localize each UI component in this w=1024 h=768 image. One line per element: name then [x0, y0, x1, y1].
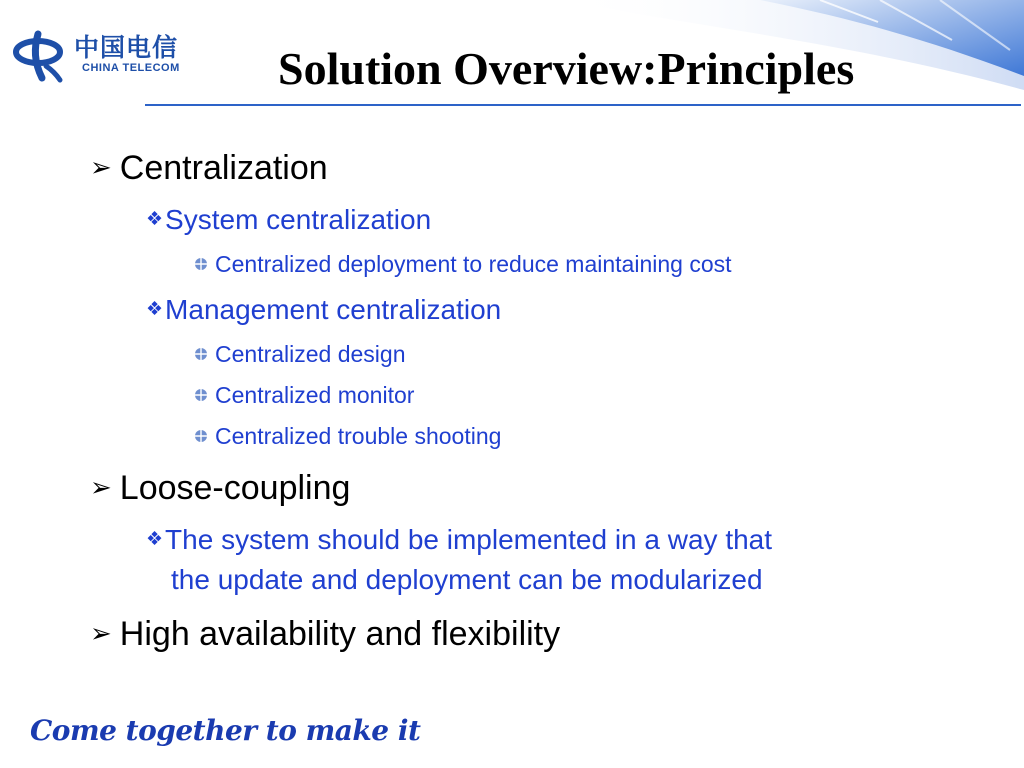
bullet-text: System centralization [165, 204, 432, 235]
footer-tagline: Come together to make it [30, 714, 421, 747]
bullet-text: Centralized monitor [215, 382, 415, 408]
bullet-text: Centralized deployment to reduce maintaining cost [215, 251, 732, 277]
bullet-text: Management centralization [165, 294, 502, 325]
bullet-level3 [194, 250, 732, 278]
logo-english-text: CHINA TELECOM [82, 62, 180, 74]
diamond-bullet-icon: ❖ [146, 209, 164, 230]
bullet-continuation [171, 560, 763, 600]
bullet-text: Centralized trouble shooting [215, 423, 502, 449]
sphere-bullet-icon [194, 429, 208, 443]
logo-chinese-text: 中国电信 [74, 33, 179, 62]
bullet-level1 [90, 468, 350, 507]
bullet-text: Centralization [119, 149, 328, 187]
sphere-bullet-icon [194, 257, 208, 271]
bullet-text: Loose-coupling [119, 469, 351, 507]
arrow-bullet-icon: ➢ [90, 472, 112, 502]
arrow-bullet-icon: ➢ [90, 152, 112, 182]
bullet-level1 [90, 148, 328, 187]
bullet-text: The system should be implemented in a way that [165, 524, 773, 555]
bullet-level2 [146, 290, 501, 330]
bullet-level2 [146, 520, 772, 560]
bullet-level3 [194, 381, 414, 409]
bullet-level2 [146, 200, 431, 240]
sphere-bullet-icon [194, 388, 208, 402]
bullet-level3 [194, 340, 406, 368]
bullet-text: Centralized design [215, 341, 406, 367]
diamond-bullet-icon: ❖ [146, 299, 164, 320]
bullet-text: the update and deployment can be modularized [171, 564, 763, 595]
diamond-bullet-icon: ❖ [146, 529, 164, 550]
bullet-level3 [194, 422, 501, 450]
arrow-bullet-icon: ➢ [90, 618, 112, 648]
sphere-bullet-icon [194, 347, 208, 361]
slide-title: Solution Overview:Principles [278, 43, 855, 94]
bullet-text: High availability and flexibility [119, 615, 561, 653]
bullet-level1 [90, 614, 560, 653]
